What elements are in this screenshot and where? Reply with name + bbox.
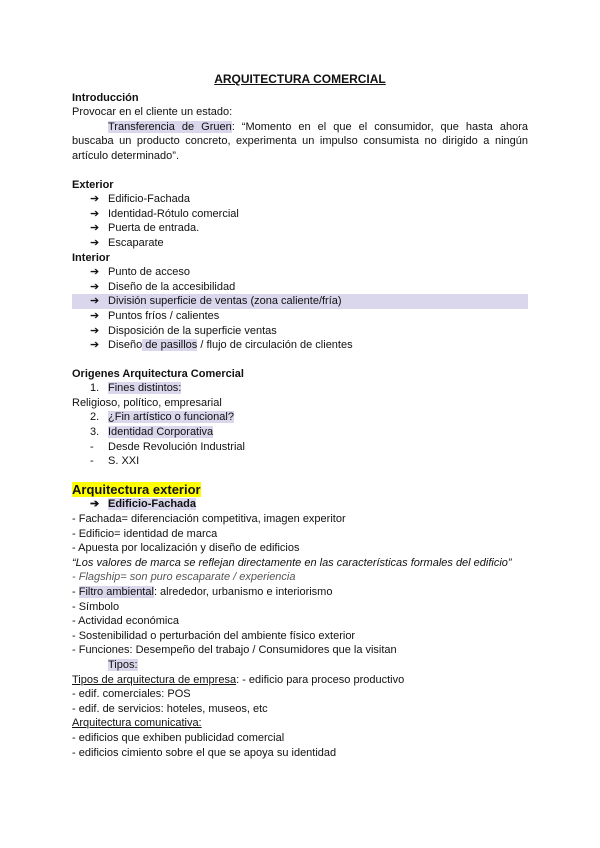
- text-line: - Fachada= diferenciación competitiva, imagen experitor: [72, 513, 346, 526]
- gruen-term: Transferencia de Gruen: [108, 120, 232, 133]
- tipos-empresa-line: Tipos de arquitectura de empresa: - edificio para proceso productivo: [72, 673, 405, 686]
- list-item: ➔ Puntos fríos / calientes: [90, 309, 220, 322]
- origenes-list-1: [72, 381, 528, 396]
- arrow-icon: ➔: [90, 266, 100, 279]
- arq-exterior-sub: [72, 497, 528, 512]
- origenes-sub: Religioso, político, empresarial: [72, 396, 222, 409]
- comunicativa-heading: Arquitectura comunicativa:: [72, 717, 202, 730]
- exterior-list: [72, 192, 528, 250]
- heading-interior: Interior: [72, 251, 110, 264]
- gruen-paragraph: [72, 120, 528, 164]
- intro-line: Provocar en el cliente un estado:: [72, 106, 233, 119]
- text-line: - Actividad económica: [72, 615, 179, 628]
- arrow-icon: ➔: [90, 498, 100, 511]
- arrow-icon: ➔: [90, 280, 100, 293]
- heading-introduccion: Introducción: [72, 91, 139, 104]
- arrow-icon: ➔: [90, 295, 100, 308]
- heading-exterior: Exterior: [72, 178, 114, 191]
- arrow-icon: ➔: [90, 339, 100, 352]
- filtro-line: - Filtro ambiental: alrededor, urbanismo e interiorismo: [72, 586, 333, 598]
- text-line: - Edificio= identidad de marca: [72, 527, 218, 540]
- tipos-line: Tipos:: [108, 658, 138, 671]
- arrow-icon: ➔: [90, 324, 100, 337]
- arrow-icon: ➔: [90, 207, 100, 220]
- list-item: ➔ Identidad-Rótulo comercial: [90, 207, 239, 220]
- text-line: - edif. comerciales: POS: [72, 688, 191, 701]
- arrow-icon: ➔: [90, 309, 100, 322]
- text-line: - edificios que exhiben publicidad comercial: [72, 731, 285, 744]
- text-line: - Funciones: Desempeño del trabajo / Consumidores que la visitan: [72, 644, 397, 657]
- text-line: - Apuesta por localización y diseño de edificios: [72, 542, 300, 555]
- heading-origenes: Origenes Arquitectura Comercial: [72, 367, 244, 380]
- text-line: - Sostenibilidad o perturbación del ambiente físico exterior: [72, 629, 356, 642]
- list-item: ➔ Disposición de la superficie ventas: [90, 324, 277, 337]
- list-item: 2. ¿Fin artístico o funcional?: [90, 411, 234, 424]
- heading-arquitectura-exterior: Arquitectura exterior: [72, 481, 201, 497]
- text-line: - edif. de servicios: hoteles, museos, etc: [72, 702, 268, 715]
- list-item: ➔ Punto de acceso: [90, 266, 190, 279]
- list-item: - S. XXI: [90, 455, 140, 468]
- list-item: ➔ Puerta de entrada.: [90, 222, 200, 235]
- text-line: - Símbolo: [72, 600, 120, 613]
- text-line: - edificios cimiento sobre el que se apoya su identidad: [72, 746, 337, 759]
- list-item: ➔ Diseño de pasillos / flujo de circulación de clientes: [90, 339, 353, 352]
- page-title: ARQUITECTURA COMERCIAL: [214, 72, 386, 86]
- list-item: ➔ Escaparate: [90, 236, 164, 249]
- list-item: - Desde Revolución Industrial: [90, 440, 245, 453]
- list-item: ➔ Edificio-Fachada: [90, 498, 197, 511]
- list-item: 1. Fines distintos:: [90, 382, 182, 395]
- list-item: ➔ Edificio-Fachada: [90, 193, 190, 206]
- list-item: ➔ Diseño de la accesibilidad: [90, 280, 236, 293]
- arrow-icon: ➔: [90, 222, 100, 235]
- origenes-list-2: [72, 410, 528, 468]
- gruen-text: : “Momento en el que el consumidor, que hasta ahora buscaba un producto concreto, experimenta un impulso consumista no dirigido a ningún artículo determinado”.: [72, 120, 528, 162]
- document-content: [72, 72, 528, 760]
- list-item: 3. Identidad Corporativa: [90, 426, 214, 439]
- quote-line: “Los valores de marca se reflejan directamente en las características formales del edificio”: [72, 556, 512, 569]
- flagship-line: - Flagship= son puro escaparate / experiencia: [72, 571, 296, 584]
- interior-list: [72, 265, 528, 353]
- arrow-icon: ➔: [90, 193, 100, 206]
- list-item-highlighted: ➔ División superficie de ventas (zona caliente/fría): [72, 294, 528, 309]
- arrow-icon: ➔: [90, 236, 100, 249]
